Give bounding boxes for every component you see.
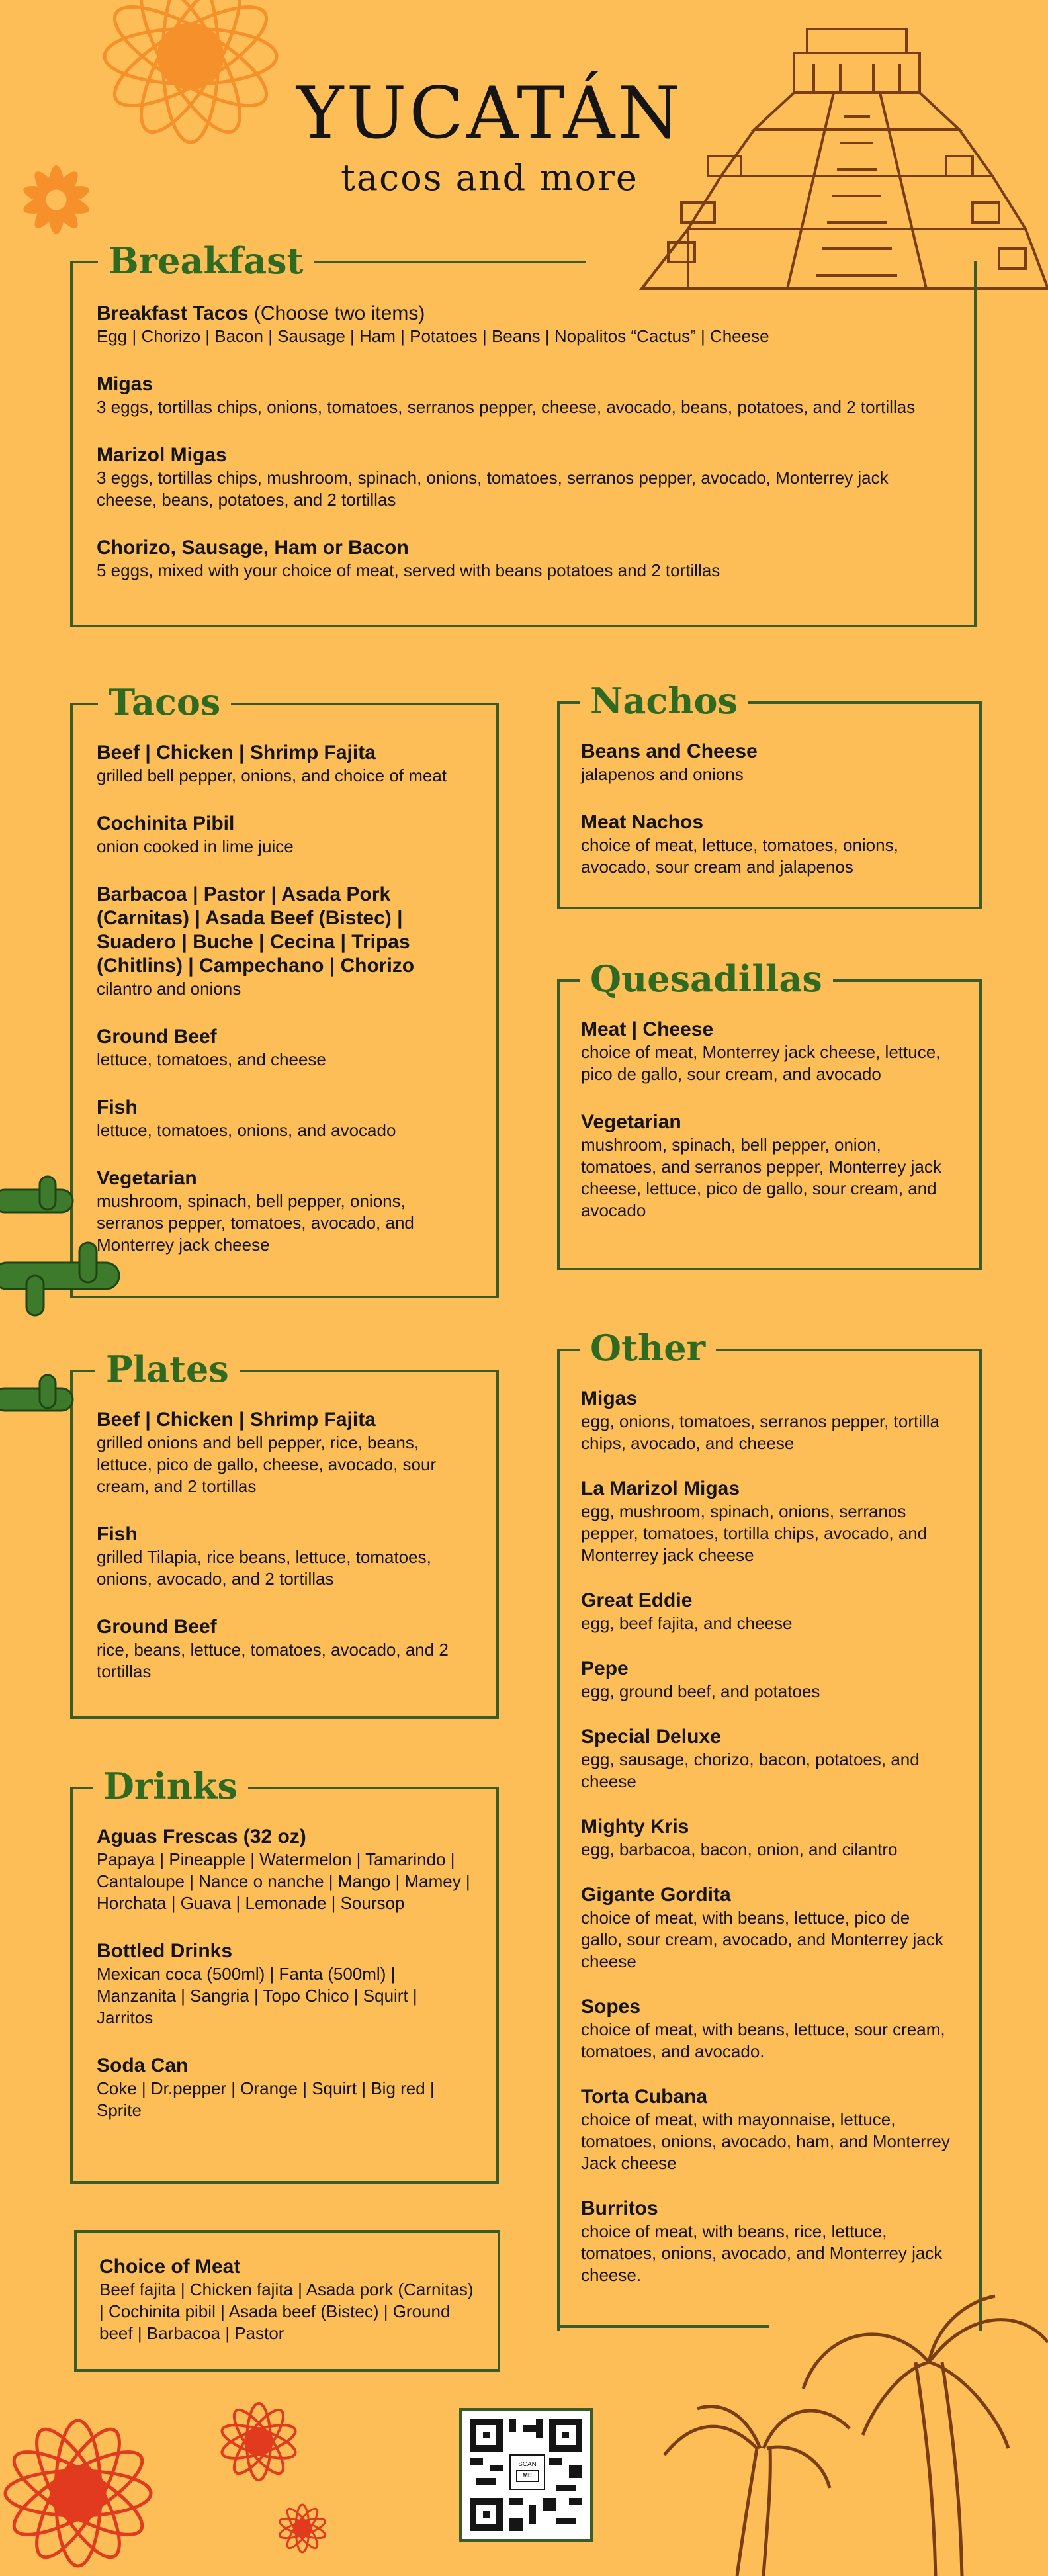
item-name: Choice of Meat xyxy=(99,2256,241,2278)
menu-item xyxy=(97,302,937,347)
item-description: grilled Tilapia, rice beans, lettuce, tomatoes, onions, avocado, and 2 tortillas xyxy=(97,1547,431,1589)
menu-item xyxy=(581,1110,955,1221)
item-description: egg, mushroom, spinach, onions, serranos pepper, tomatoes, tortilla chips, avocado, and Monterrey jack cheese xyxy=(581,1501,928,1565)
item-description: mushroom, spinach, bell pepper, onion, tomatoes, and serranos pepper, Monterrey jack cheese, lettuce, pico de gallo, sour cream, and avocado xyxy=(581,1135,941,1220)
item-name: Vegetarian xyxy=(581,1111,681,1133)
drinks-title: Drinks xyxy=(93,1768,248,1804)
other-items xyxy=(581,1387,955,2286)
menu-item xyxy=(97,1096,454,1141)
item-description: grilled bell pepper, onions, and choice of meat xyxy=(97,766,447,785)
item-name: Migas xyxy=(581,1388,638,1409)
menu-item xyxy=(581,1995,955,2063)
item-name: Burritos xyxy=(581,2198,658,2219)
menu-item xyxy=(581,2085,955,2174)
item-description: 3 eggs, tortillas chips, mushroom, spinach, onions, tomatoes, serranos pepper, avocado, Monterrey jack cheese, beans, potatoes, and 2 tortillas xyxy=(97,468,889,510)
restaurant-title: YUCATÁN xyxy=(296,72,683,155)
item-name: Great Eddie xyxy=(581,1589,693,1611)
item-description: choice of meat, with mayonnaise, lettuce, tomatoes, onions, avocado, ham, and Monterrey Jack cheese xyxy=(581,2110,950,2173)
item-name: Ground Beef xyxy=(97,1026,217,1047)
menu-item xyxy=(97,1939,471,2029)
menu-item xyxy=(581,2197,955,2286)
item-name: Bottled Drinks xyxy=(97,1940,233,1962)
menu-item xyxy=(581,1815,955,1861)
red-flower-icon xyxy=(0,2382,172,2576)
qr-scan-label-top: SCAN xyxy=(518,2461,537,2468)
item-name: Soda Can xyxy=(97,2055,189,2076)
item-name: Meat Nachos xyxy=(581,811,704,833)
menu-item xyxy=(581,1477,955,1566)
menu-item xyxy=(97,1167,454,1256)
other-title: Other xyxy=(580,1330,716,1366)
item-name: Mighty Kris xyxy=(581,1816,689,1838)
menu-item xyxy=(97,741,454,787)
menu-item xyxy=(97,1523,474,1590)
item-description: egg, onions, tomatoes, serranos pepper, tortilla chips, avocado, and cheese xyxy=(581,1411,939,1453)
item-description: lettuce, tomatoes, onions, and avocado xyxy=(97,1120,396,1140)
choice-of-meat xyxy=(99,2255,476,2344)
qr-code[interactable] xyxy=(459,2408,593,2542)
item-description: Egg | Chorizo | Bacon | Sausage | Ham | Potatoes | Beans | Nopalitos “Cactus” | Cheese xyxy=(97,326,769,346)
menu-item xyxy=(581,1657,955,1703)
item-description: choice of meat, lettuce, tomatoes, onions, avocado, sour cream and jalapenos xyxy=(581,835,898,877)
menu-item xyxy=(581,1725,955,1793)
item-description: Papaya | Pineapple | Watermelon | Tamarindo | Cantaloupe | Nance o nanche | Mango | Mamey | Horchata | Guava | Lemonade | Soursop xyxy=(97,1849,470,1913)
item-name: Ground Beef xyxy=(97,1616,217,1638)
menu-item xyxy=(97,536,937,582)
tacos-items xyxy=(97,741,454,1256)
item-name: Gigante Gordita xyxy=(581,1884,731,1906)
item-name: Meat | Cheese xyxy=(581,1018,714,1040)
item-description: choice of meat, with beans, lettuce, sour cream, tomatoes, and avocado. xyxy=(581,2020,945,2061)
menu-item xyxy=(97,2054,471,2121)
item-description: egg, ground beef, and potatoes xyxy=(581,1681,820,1701)
item-description: choice of meat, Monterrey jack cheese, lettuce, pico de gallo, sour cream, and avocado xyxy=(581,1042,941,1084)
cactus-icon xyxy=(0,1177,132,1454)
item-name: Vegetarian xyxy=(97,1167,197,1189)
item-description: choice of meat, with beans, lettuce, pico de gallo, sour cream, avocado, and Monterrey jack cheese xyxy=(581,1908,943,1971)
item-description: Beef fajita | Chicken fajita | Asada pork (Carnitas) | Cochinita pibil | Asada beef (Bistec) | Ground beef | Barbacoa | Pastor xyxy=(99,2280,474,2343)
item-name: Special Deluxe xyxy=(581,1726,721,1748)
menu-item xyxy=(97,1825,471,1914)
item-name: Sopes xyxy=(581,1996,641,2018)
quesadillas-title: Quesadillas xyxy=(580,961,833,997)
menu-item xyxy=(97,1025,454,1071)
item-description: grilled onions and bell pepper, rice, beans, lettuce, pico de gallo, cheese, avocado, sour cream, and 2 tortillas xyxy=(97,1433,437,1496)
menu-item xyxy=(97,812,454,858)
item-description: rice, beans, lettuce, tomatoes, avocado, and 2 tortillas xyxy=(97,1640,449,1681)
nachos-title: Nachos xyxy=(580,683,748,719)
item-name: Beans and Cheese xyxy=(581,740,758,762)
menu-item xyxy=(581,811,951,878)
item-name: Beef | Chicken | Shrimp Fajita xyxy=(97,1409,376,1431)
sunflower-icon xyxy=(19,162,95,238)
menu-item xyxy=(97,1408,474,1497)
menu-item xyxy=(581,740,951,785)
item-name: Cochinita Pibil xyxy=(97,813,235,834)
item-description: lettuce, tomatoes, and cheese xyxy=(97,1049,326,1069)
restaurant-subtitle: tacos and more xyxy=(341,157,638,199)
menu-item xyxy=(581,1589,955,1634)
item-name: Pepe xyxy=(581,1658,629,1679)
red-flower-icon xyxy=(209,2395,308,2488)
item-description: 5 eggs, mixed with your choice of meat, served with beans potatoes and 2 tortillas xyxy=(97,560,720,580)
item-description: onion cooked in lime juice xyxy=(97,836,294,856)
item-description: Mexican coca (500ml) | Fanta (500ml) | Manzanita | Sangria | Topo Chico | Squirt | Jarritos xyxy=(97,1964,417,2027)
item-description: egg, sausage, chorizo, bacon, potatoes, and cheese xyxy=(581,1750,920,1791)
menu-item xyxy=(97,443,937,511)
menu-item xyxy=(97,1615,474,1683)
item-name: Fish xyxy=(97,1096,138,1118)
item-description: Coke | Dr.pepper | Orange | Squirt | Big red | Sprite xyxy=(97,2078,435,2120)
item-name: Barbacoa | Pastor | Asada Pork (Carnitas) | Asada Beef (Bistec) | Suadero | Buche | Cecina | Tripas (Chitlins) | Campechano | Chorizo xyxy=(97,883,415,977)
item-name: Fish xyxy=(97,1523,138,1545)
item-name: La Marizol Migas xyxy=(581,1478,740,1499)
nachos-items xyxy=(581,740,951,878)
drinks-items xyxy=(97,1825,471,2121)
item-name: Breakfast Tacos xyxy=(97,302,249,324)
palm-tree-icon xyxy=(651,2289,1048,2576)
item-description: mushroom, spinach, bell pepper, onions, serranos pepper, tomatoes, avocado, and Monterrey jack cheese xyxy=(97,1191,414,1255)
menu-item xyxy=(581,1018,955,1085)
menu-item xyxy=(581,1387,955,1454)
tacos-title: Tacos xyxy=(98,684,231,720)
item-name: Torta Cubana xyxy=(581,2086,708,2108)
qr-scan-label-bottom: ME xyxy=(516,2470,539,2482)
item-note: (Choose two items) xyxy=(248,302,425,324)
item-description: choice of meat, with beans, rice, lettuce, tomatoes, onions, avocado, and Monterrey jack cheese. xyxy=(581,2221,943,2285)
breakfast-items xyxy=(97,302,937,582)
menu-item xyxy=(97,373,937,418)
item-description: 3 eggs, tortillas chips, onions, tomatoes, serranos pepper, cheese, avocado, beans, potatoes, and 2 tortillas xyxy=(97,397,916,417)
qr-scan-label xyxy=(509,2454,545,2490)
plates-items xyxy=(97,1408,474,1683)
red-flower-icon xyxy=(273,2499,332,2558)
breakfast-title: Breakfast xyxy=(98,243,314,279)
item-description: egg, beef fajita, and cheese xyxy=(581,1613,793,1633)
item-name: Marizol Migas xyxy=(97,444,227,466)
menu-item xyxy=(581,1883,955,1973)
item-name: Beef | Chicken | Shrimp Fajita xyxy=(97,742,376,764)
menu-item xyxy=(97,883,454,1000)
plates-title: Plates xyxy=(95,1351,240,1387)
item-name: Chorizo, Sausage, Ham or Bacon xyxy=(97,537,409,558)
item-name: Migas xyxy=(97,373,153,395)
item-description: egg, barbacoa, bacon, onion, and cilantro xyxy=(581,1840,898,1859)
item-name: Aguas Frescas (32 oz) xyxy=(97,1826,306,1847)
item-description: jalapenos and onions xyxy=(581,764,744,784)
quesadillas-items xyxy=(581,1018,955,1221)
item-description: cilantro and onions xyxy=(97,979,241,999)
